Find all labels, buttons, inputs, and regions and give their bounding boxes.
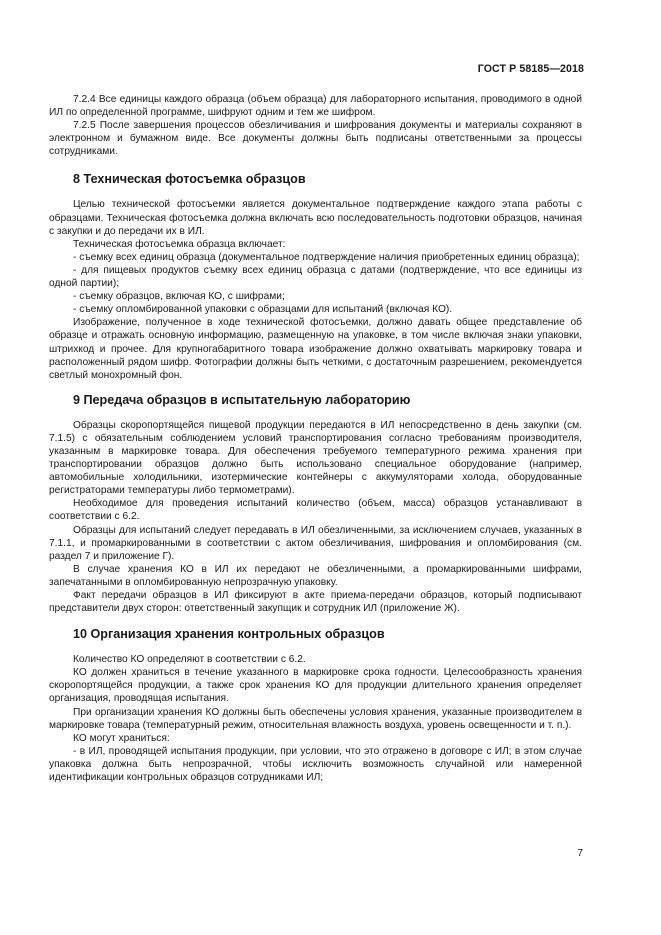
s9-paragraph: Образцы для испытаний следует передавать в ИЛ обезличенными, за исключением случаев, указанных в 7.1.1, и промаркированными в соответствии с актом обезличивания, шифрования и опломбирования (см. раздел 7 и приложение Г). bbox=[49, 524, 582, 562]
s9-paragraph: Образцы скоропортящейся пищевой продукции передаются в ИЛ непосредственно в день закупки (см. 7.1.5) с обязательным соблюдением условий транспортирования согласно требованиям производителя, указанным в маркировке товара. Для обеспечения требуемого температурного режима хранения при транспортировании образцов должно быть использовано специальное оборудование (например, автомобильные холодильники, изотермические контейнеры с аккумуляторами холода, оборудованные регистраторами температуры либо термометрами). bbox=[49, 419, 582, 497]
s9-paragraph: В случае хранения КО в ИЛ их передают не обезличенными, а промаркированными шифрами, запечатанными в опломбированную непрозрачную упаковку. bbox=[49, 563, 582, 588]
s8-list-item: - съемку образцов, включая КО, с шифрами; bbox=[73, 291, 285, 303]
document-body bbox=[49, 93, 582, 784]
document-header-standard: ГОСТ Р 58185—2018 bbox=[477, 63, 584, 75]
s10-paragraph: При организации хранения КО должны быть обеспечены условия хранения, указанные производителем в маркировке товара (температурный режим, относительная влажность воздуха, уровень освещенности и т. п.). bbox=[49, 706, 582, 731]
s10-paragraph: КО могут храниться: bbox=[73, 732, 170, 744]
s10-paragraph: Количество КО определяют в соответствии с 6.2. bbox=[73, 654, 306, 666]
s9-paragraph: Необходимое для проведения испытаний количество (объем, масса) образцов устанавливают в соответствии с 6.2. bbox=[49, 498, 582, 523]
s8-paragraph: Изображение, полученное в ходе технической фотосъемки, должно давать общее представление об образце и отражать основную информацию, размещенную на упаковке, в том числе включая знаки упаковки, штрихкод и прочее. Для крупногабаритного товара изображение должно охватывать маркировку товара и расположенный рядом шифр. Фотографии должны быть четкими, с достаточным разрешением, рекомендуется светлый монохромный фон. bbox=[49, 317, 582, 381]
section-10-heading: 10 Организация хранения контрольных образцов bbox=[73, 627, 385, 642]
s8-list-item: - съемку опломбированной упаковки с образцами для испытаний (включая КО). bbox=[73, 304, 453, 316]
section-9-heading: 9 Передача образцов в испытательную лабораторию bbox=[73, 392, 411, 407]
section-8-heading: 8 Техническая фотосъемка образцов bbox=[73, 172, 306, 187]
s9-paragraph: Факт передачи образцов в ИЛ фиксируют в акте приема-передачи образцов, который подписывают представители двух сторон: ответственный закупщик и сотрудник ИЛ (приложение Ж). bbox=[49, 590, 582, 615]
s8-paragraph: Техническая фотосъемка образца включает: bbox=[73, 238, 286, 250]
s8-list-item: - для пищевых продуктов съемку всех единиц образца с датами (подтверждение, что все единицы из одной партии); bbox=[49, 264, 582, 290]
paragraph-7-2-5: 7.2.5 После завершения процессов обезличивания и шифрования документы и материалы сохраняют в электронном и бумажном виде. Все документы должны быть подписаны ответственными за процессы сотрудниками. bbox=[49, 120, 582, 158]
page-number: 7 bbox=[577, 848, 583, 859]
s8-paragraph: Целью технической фотосъемки является документальное подтверждение каждого этапа работы с образцами. Техническая фотосъемка должна включать всю последовательность подготовки образцов, начиная с закупки и до передачи их в ИЛ. bbox=[49, 199, 582, 237]
paragraph-7-2-4: 7.2.4 Все единицы каждого образца (объем образца) для лабораторного испытания, проводимого в одной ИЛ по определенной программе, шифруют одним и тем же шифром. bbox=[49, 94, 582, 119]
s8-list-item: - съемку всех единиц образца (документальное подтверждение наличия приобретенных единиц образца); bbox=[73, 251, 580, 263]
s10-paragraph: КО должен храниться в течение указанного в маркировке срока годности. Целесообразность хранения скоропортящейся продукции, а также срок хранения КО для продукции длительного хранения определяет организация, проводящая испытания. bbox=[49, 667, 582, 705]
s10-list-item: - в ИЛ, проводящей испытания продукции, при условии, что это отражено в договоре с ИЛ; в этом случае упаковка должна быть непрозрачной, чтобы исключить возможность случайной или намеренной идентификации контрольных образцов сотрудниками ИЛ; bbox=[49, 745, 582, 784]
